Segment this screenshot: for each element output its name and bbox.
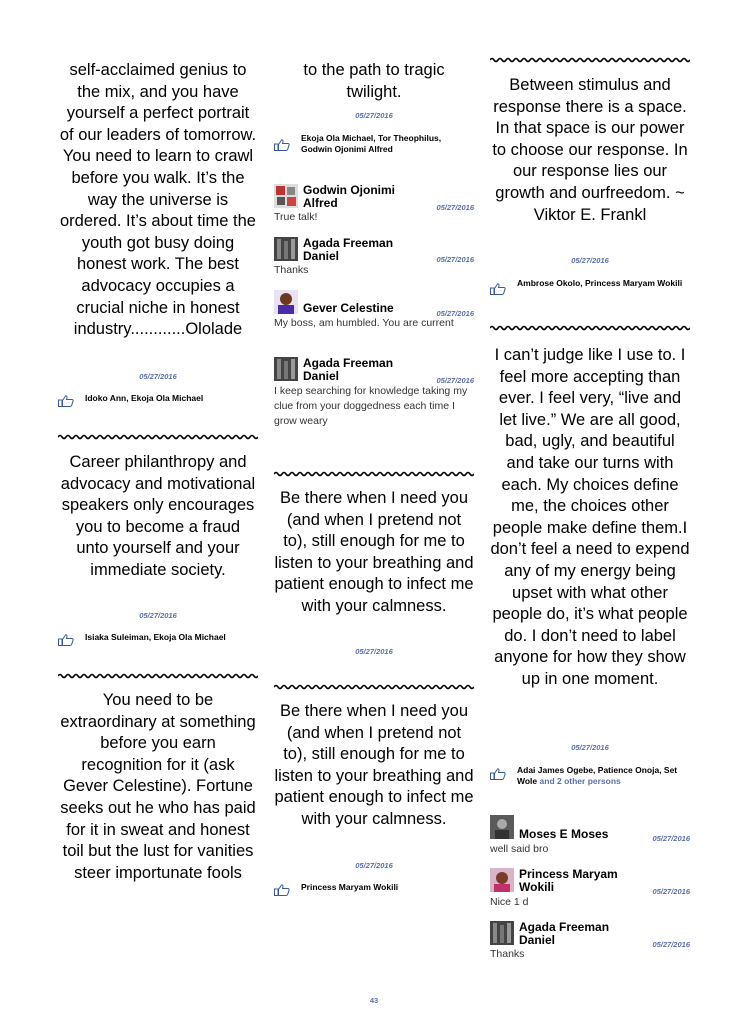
- post-text: Be there when I need you (and when I pretend not to), still enough for me to listen to your breathing and patient enough to infect me with your calmness.: [274, 702, 474, 828]
- wavy-divider: [274, 683, 474, 691]
- avatar[interactable]: [490, 921, 514, 945]
- comment-date: 05/27/2016: [652, 887, 690, 896]
- wavy-divider: [274, 470, 474, 478]
- post-text: I can’t judge like I use to. I feel more accepting than ever. I feel very, “live and let live.” We are all good, bad, ugly, and beautiful and take our turns with each. My choices define me, the choices other people make define them.I don’t feel a need to expend any of my energy being upset with what other people do, it’s what people do. I don’t need to label anyone for how they show up in one moment.: [490, 346, 690, 688]
- thumbs-up-icon[interactable]: [274, 884, 290, 896]
- comment-author[interactable]: Agada Freeman Daniel: [303, 236, 394, 263]
- thumbs-up-icon[interactable]: [58, 395, 74, 407]
- comment-date: 05/27/2016: [436, 203, 474, 212]
- avatar[interactable]: [274, 237, 298, 261]
- post-date: 05/27/2016: [571, 743, 609, 752]
- comment-author[interactable]: Gever Celestine: [303, 301, 394, 315]
- post-date: 05/27/2016: [571, 256, 609, 265]
- comment-text: Nice 1 d: [490, 896, 529, 908]
- wavy-divider: [58, 433, 258, 441]
- thumbs-up-icon[interactable]: [490, 768, 506, 780]
- post-text: You need to be extraordinary at something before you earn recognition for it (ask Gever Celestine). Fortune seeks out he who has paid for it in sweat and honest toil but the lust for vanities steer importunate fools: [60, 691, 256, 882]
- avatar[interactable]: [274, 357, 298, 381]
- comment-date: 05/27/2016: [436, 255, 474, 264]
- comment-author[interactable]: Godwin Ojonimi Alfred: [303, 183, 395, 210]
- post-date: 05/27/2016: [139, 372, 177, 381]
- comment-text: Thanks: [490, 948, 525, 960]
- comment-author[interactable]: Moses E Moses: [519, 827, 609, 841]
- comment-text: I keep searching for knowledge taking my clue from your doggedness each time I grow weary: [274, 385, 468, 427]
- thumbs-up-icon[interactable]: [490, 283, 506, 295]
- avatar[interactable]: [490, 815, 514, 839]
- comment-text: Thanks: [274, 264, 309, 276]
- likes-names-list: Adai James Ogebe, Patience Onoja, Set Wole: [517, 765, 678, 786]
- wavy-divider: [58, 672, 258, 680]
- comment-author[interactable]: Agada Freeman Daniel: [519, 920, 610, 947]
- likes-names: Ambrose Okolo, Princess Maryam Wokili: [517, 278, 683, 288]
- comment-text: My boss, am humbled. You are current: [274, 317, 454, 329]
- comment-author[interactable]: Agada Freeman Daniel: [303, 356, 394, 383]
- comment-date: 05/27/2016: [652, 940, 690, 949]
- comment-text: True talk!: [274, 211, 318, 223]
- thumbs-up-icon[interactable]: [274, 139, 290, 151]
- likes-names: [517, 765, 690, 786]
- avatar[interactable]: [274, 290, 298, 314]
- comment-text: well said bro: [490, 843, 549, 855]
- post-text: Career philanthropy and advocacy and motivational speakers only encourages you to become a fraud unto yourself and your immediate society.: [60, 453, 256, 579]
- page-number: 43: [369, 996, 379, 1005]
- post-text: to the path to tragic twilight.: [303, 61, 445, 101]
- thumbs-up-icon[interactable]: [58, 634, 74, 646]
- post-text: Be there when I need you (and when I pretend not to), still enough for me to listen to your breathing and patient enough to infect me with your calmness.: [274, 489, 474, 615]
- wavy-divider: [490, 324, 690, 332]
- avatar[interactable]: [490, 868, 514, 892]
- post-date: 05/27/2016: [355, 647, 393, 656]
- likes-others-link[interactable]: and 2 other persons: [539, 775, 621, 786]
- post-date: 05/27/2016: [139, 611, 177, 620]
- comment-date: 05/27/2016: [436, 376, 474, 385]
- post-date: 05/27/2016: [355, 861, 393, 870]
- comment-date: 05/27/2016: [436, 309, 474, 318]
- likes-names: Princess Maryam Wokili: [301, 882, 399, 892]
- likes-names: Isiaka Suleiman, Ekoja Ola Michael: [85, 632, 226, 642]
- comment-author[interactable]: Princess Maryam Wokili: [519, 867, 618, 894]
- likes-names: Idoko Ann, Ekoja Ola Michael: [85, 393, 204, 403]
- post-text: self-acclaimed genius to the mix, and you have yourself a perfect portrait of our leaders of tomorrow. You need to learn to crawl before you walk. It’s the way the universe is ordered. It’s about time the youth got busy doing honest work. The best advocacy occupies a crucial niche in honest industry............Ololade: [59, 61, 257, 339]
- comment-date: 05/27/2016: [652, 834, 690, 843]
- post-text: Between stimulus and response there is a space. In that space is our power to choose our response. In our response lies our growth and ourfreedom. ~ Viktor E. Frankl: [492, 76, 688, 224]
- wavy-divider: [490, 56, 690, 64]
- likes-names: Ekoja Ola Michael, Tor Theophilus, Godwin Ojonimi Alfred: [301, 133, 442, 154]
- avatar[interactable]: [274, 184, 298, 208]
- post-date: 05/27/2016: [355, 111, 393, 120]
